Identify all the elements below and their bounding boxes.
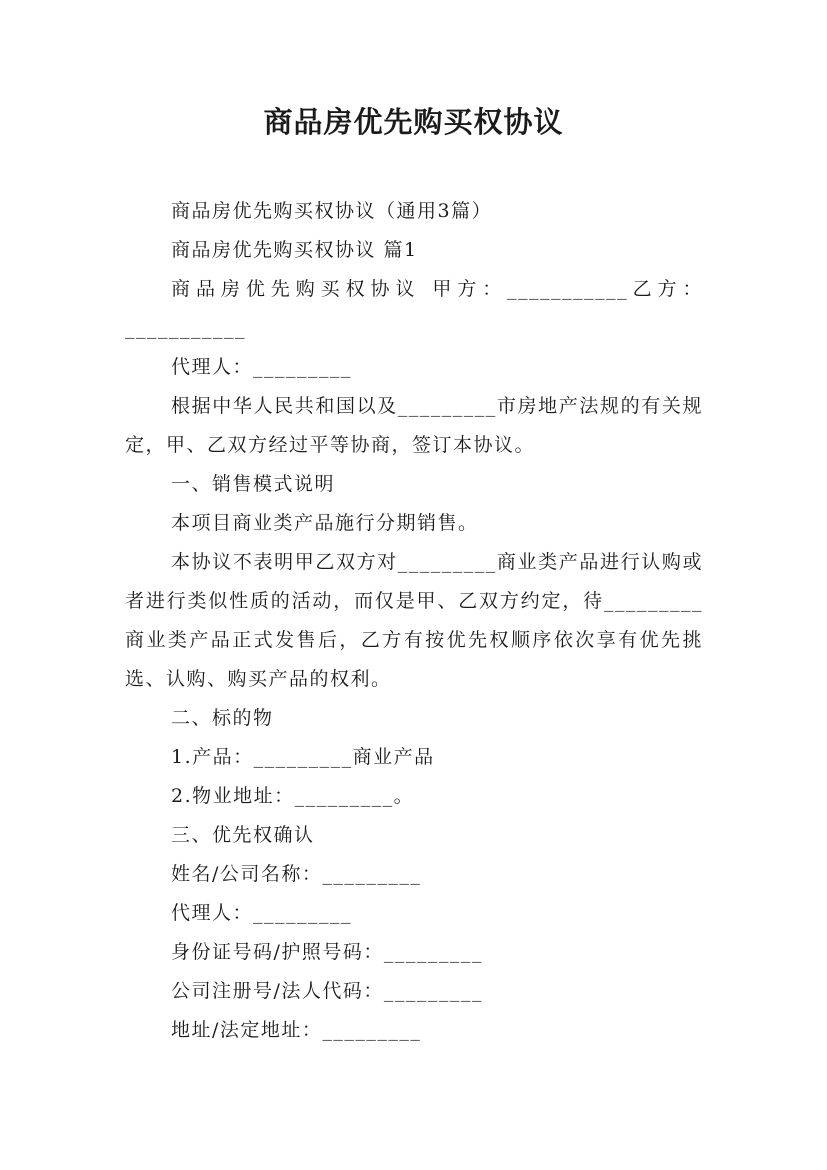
paragraph-property-address: 2.物业地址：_________。 [171,785,415,807]
paragraph-product: 1.产品：_________商业产品 [171,746,435,768]
paragraph-parties: 商品房优先购买权协议 甲方：___________乙方： [171,278,703,300]
paragraph-address: 地址/法定地址：_________ [171,1019,422,1041]
paragraph-heading-sales-mode: 一、销售模式说明 [171,473,336,495]
paragraph-sales-mode: 本项目商业类产品施行分期销售。 [171,512,479,534]
paragraph-heading-subject: 二、标的物 [171,707,274,729]
document-body [125,192,703,1050]
paragraph-agent: 代理人：_________ [171,356,353,378]
paragraph-heading-priority: 三、优先权确认 [171,824,315,846]
paragraph-name-company: 姓名/公司名称：_________ [171,863,422,885]
document-title: 商品房优先购买权协议 [263,105,564,139]
paragraph-party-b-blank: ___________ [125,317,246,339]
paragraph-agent-2: 代理人：_________ [171,902,353,924]
paragraph-preamble: 根据中华人民共和国以及_________市房地产法规的有关规定，甲、乙双方经过平等协商，签订本协议。 [125,395,703,456]
paragraph-company-registration: 公司注册号/法人代码：_________ [171,980,483,1002]
paragraph-section-heading: 商品房优先购买权协议 篇1 [171,239,418,261]
paragraph-subtitle: 商品房优先购买权协议（通用3篇） [171,200,493,222]
paragraph-id-passport: 身份证号码/护照号码：_________ [171,941,483,963]
paragraph-agreement-scope: 本协议不表明甲乙双方对_________商业类产品进行认购或者进行类似性质的活动，而仅是甲、乙双方约定，待_________商业类产品正式发售后，乙方有按优先权顺序依次享有优先挑选、认购、购买产品的权利。 [125,551,703,690]
